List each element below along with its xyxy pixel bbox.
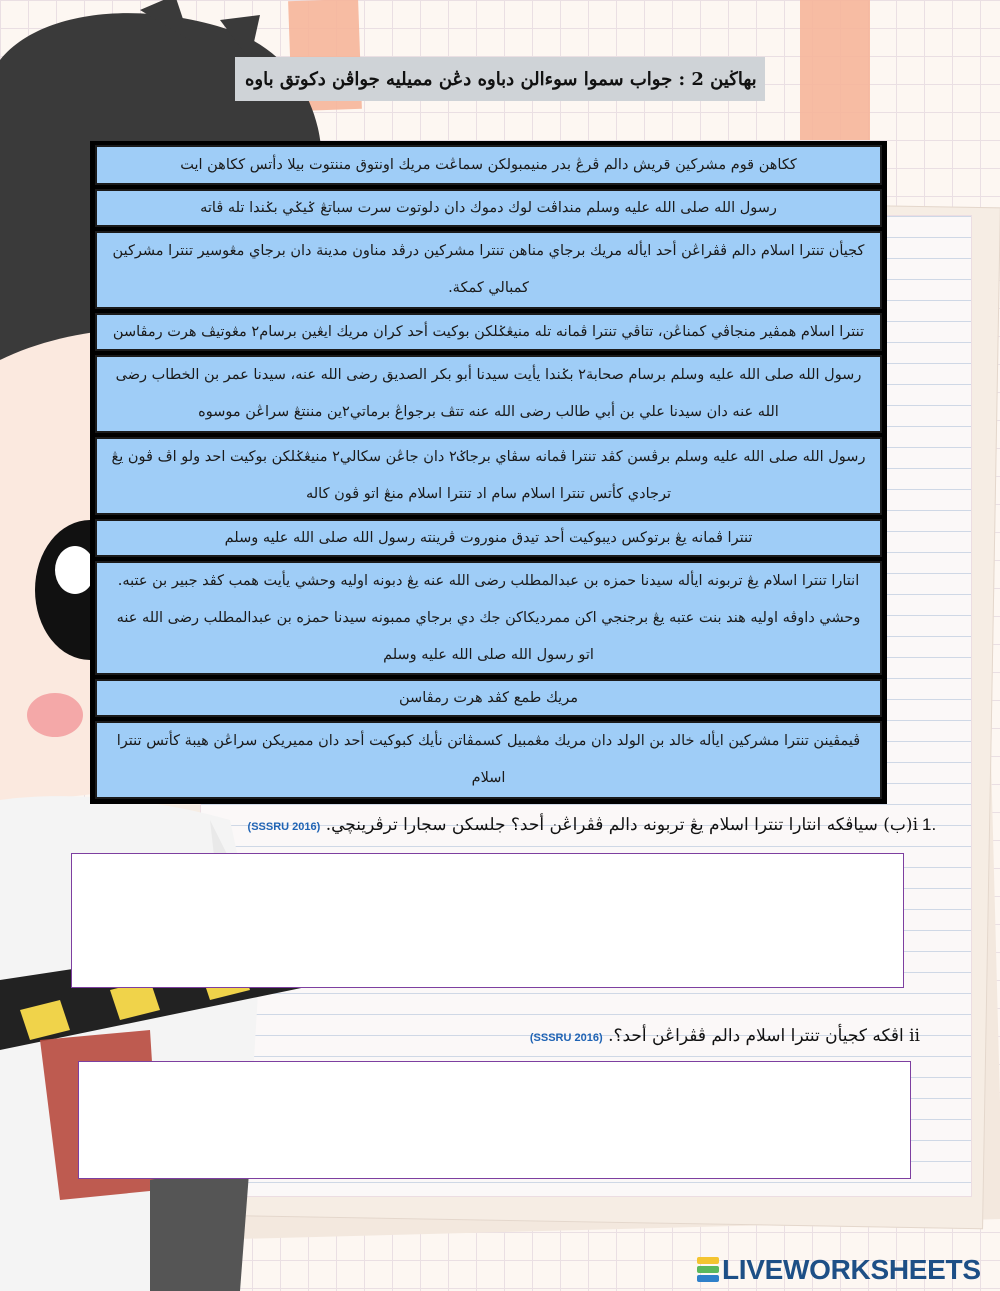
statement-text: تنترا ڤمانه يڠ برتوكس ديبوكيت أحد تيدق منوروت ڤرينته رسول الله صلى الله عليه وسلم bbox=[224, 529, 753, 546]
logo-mark-icon bbox=[697, 1257, 719, 1283]
question-i-text: سياڤكه انتارا تنترا اسلام يڠ تربونه دالم ڤڤراڠن أحد؟ جلسكن سجارا ترڤرينچي. bbox=[325, 815, 878, 835]
answer-box-i[interactable] bbox=[71, 853, 904, 988]
statement-text: رسول الله صلى الله عليه وسلم برڤسن كڤد تنترا ڤمانه سڤاي برجاݢ٢ دان جاڠن سكالي٢ منيڠݢلكن بوكيت احد ولو اڤ ڤون يڠ ترجادي كأتس تنترا اسلام سام اد تنترا اسلام منڠ اتو ڤون كاله bbox=[111, 449, 866, 502]
statement-row[interactable] bbox=[95, 561, 882, 675]
question-ii bbox=[530, 1026, 920, 1046]
question-number: 1. bbox=[922, 815, 937, 834]
question-ii-source: (SSSRU 2016) bbox=[529, 1032, 603, 1044]
logo-bar bbox=[697, 1257, 719, 1264]
statement-row[interactable] bbox=[95, 721, 882, 799]
statement-row[interactable] bbox=[95, 145, 882, 185]
statement-row[interactable] bbox=[95, 231, 882, 309]
question-i-source: (SSSRU 2016) bbox=[247, 821, 321, 833]
question-i-label: i(ب) bbox=[883, 815, 918, 835]
statement-text: مريك طمع كڤد هرت رمڤاسن bbox=[399, 689, 578, 706]
statement-text: رسول الله صلى الله عليه وسلم برسام صحابة٢ بݢندا يأيت سيدنا أبو بكر الصديق رضى الله عنه، سيدنا عمر بن الخطاب رضى الله عنه دان سيدنا علي بن أبي طالب رضى الله عنه تتڤ برجواڠ برماتي٢ين مننتڠ سراڠن موسوه bbox=[115, 367, 862, 420]
statement-row[interactable] bbox=[95, 437, 882, 515]
statement-text: انتارا تنترا اسلام يڠ تربونه ايأله سيدنا حمزه بن عبدالمطلب رضى الله عنه يڠ دبونه اوليه وحشي يأيت همب كڤد جبير بن عتبه. وحشي داوڤه اوليه هند بنت عتبه يڠ برجنجي اكن ممرديكاكن جك دي برجاي ممبونه سيدنا حمزه بن عبدالمطلب رضى الله عنه اتو رسول الله صلى الله عليه وسلم bbox=[116, 572, 861, 663]
statement-text: رسول الله صلى الله عليه وسلم منداڤت لوك دموك دان دلوتوت سرت سباتڠ ݢيݢي بݢندا تله ڤاته bbox=[200, 199, 777, 216]
statement-text: كجيأن تنترا اسلام دالم ڤڤراڠن أحد ايأله مريك برجاي مناهن تنترا مشركين درڤد مناون مدينة دان برجاي مڠوسير تنترا مشركين كمبالي كمكة. bbox=[112, 243, 865, 296]
statement-text: تنترا اسلام همڤير منجاڤي كمناڠن، تتاڤي تنترا ڤمانه تله منيڠݢلكن بوكيت أحد كران مريك ايڠين برسام٢ مڠوتيڤ هرت رمڤاسن bbox=[112, 323, 865, 340]
question-ii-label: ii bbox=[909, 1026, 920, 1046]
answer-box-ii[interactable] bbox=[78, 1061, 911, 1179]
question-ii-text: اڤكه كجيأن تنترا اسلام دالم ڤڤراڠن أحد؟. bbox=[608, 1026, 904, 1046]
logo-bar bbox=[697, 1266, 719, 1273]
logo-text: LIVEWORKSHEETS bbox=[722, 1254, 981, 1285]
section-title: بهاڬين 2 : جواب سموا سوءالن دباوه دڠن مميليه جواڤن دکوتق باوه bbox=[245, 68, 757, 90]
statement-text: ڤيمڤينن تنترا مشركين ايأله خالد بن الولد دان مريك مڠمبيل كسمڤاتن نأيك كبوكيت أحد دان مميريكن سراڠن هيبة كأتس تنترا اسلام bbox=[116, 733, 861, 786]
tape-decoration bbox=[800, 0, 870, 140]
statement-row[interactable] bbox=[95, 189, 882, 227]
statement-row[interactable] bbox=[95, 519, 882, 557]
statement-row[interactable] bbox=[95, 679, 882, 717]
liveworksheets-logo[interactable] bbox=[697, 1254, 981, 1286]
statement-row[interactable] bbox=[95, 355, 882, 433]
statement-row[interactable] bbox=[95, 313, 882, 351]
statement-text: ككاهن قوم مشركين قريش دالم ڤرڠ بدر منيمبولكن سماڠت مريك اونتوق مننتوت بيلا دأتس ككاهن ايت bbox=[180, 156, 797, 173]
logo-bar bbox=[697, 1275, 719, 1282]
statements-table bbox=[90, 141, 887, 804]
question-i bbox=[248, 815, 918, 835]
section-title-bar bbox=[235, 57, 765, 101]
